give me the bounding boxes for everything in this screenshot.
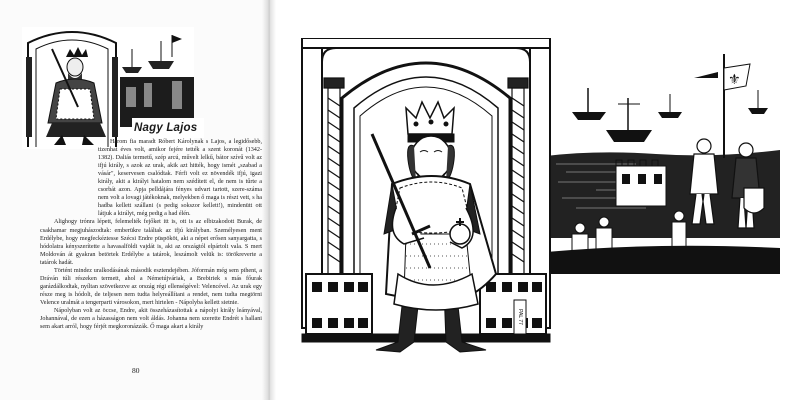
- chapter-title: Nagy Lajos: [132, 118, 204, 138]
- left-page: [0, 0, 268, 400]
- svg-text:⚜: ⚜: [728, 72, 741, 88]
- page-number: 80: [132, 366, 140, 375]
- svg-text:PAL 77: PAL 77: [517, 309, 523, 325]
- book-gutter: [262, 0, 276, 400]
- artist-monogram: [514, 300, 526, 334]
- body-text: [40, 138, 262, 331]
- king-illustration: [296, 38, 780, 376]
- harbor-scene: [546, 54, 780, 306]
- paragraph: Alighogy trónra lépett, felemelték fejőket itt is, ott is az elbizakodott Burak, de csakhamar megjuhászodtak: emberükre találtak az ifjú királyban. Személyesen ment Erdélybe, hogy megfeckéztesse Szécsi Endre püspököt, aki a népet erősen sanyargatta, s hódolatra kényszerítette a havasalföldi vajdát is, aki az országtól elpártolt vala. S mert Moldován át gyakran betörtek Erdélybe a tatárok, leszámolt velük is: törökreverte a tatárok hadát.: [40, 219, 262, 266]
- paragraph: Nápolyban volt az öccse, Endre, akit összeházasítottak a nápolyi király leányával, Johannával, de ezen a házasságon nem volt áldás. Johanna nem szerette Endrét s hallani sem akart arról, hogy férjét megkoronázzák. Ő maga akart a király: [40, 307, 262, 331]
- paragraph: Három fia maradt Róbert Károlynak s Lajos, a legidősebb, tizenhat éves volt, amikor fejére tették a szent koronát (1342-1382). Daliás termetű, szép arcú, művelt lelkű, bátor szívű volt az ifjú király, s azok az urak, akik azt hitték, hogy ismét „szabad a vásár", keservesen csalódtak. Férfi volt ez növendék ifjú, igazi király, akit a királyi hatalom nem szédített el, de nem is tűrte a csorbát azon. Apja pelldájára fényes udvart tartott, szere-száma nem volt a lovagi játékoknak, melyekben ő maga is részt vett, s ha hadba kellett szállani (s pedig sokszor kellett!), mindenütt ott látjuk a királyt, még pedig a had élén.: [98, 139, 262, 218]
- paragraph: Történt mindez uralkodásának második esztendejében. Jóformán még sem pihent, a Dráván túli részeken termett, ahol a Németújváriak, a Brebiriek s más főurak garázdálkodtak, nyíltan szövetkezve az ország régi ellenségével: Velencével. Az urak egy része meg is hódolt, de teljesen nem tudta helyreállítani a rendet, nem tudta megtörni Velence uralmát a tengerparti városokon, mert hirtelen - Nápolyba kellett sietnie.: [40, 267, 262, 306]
